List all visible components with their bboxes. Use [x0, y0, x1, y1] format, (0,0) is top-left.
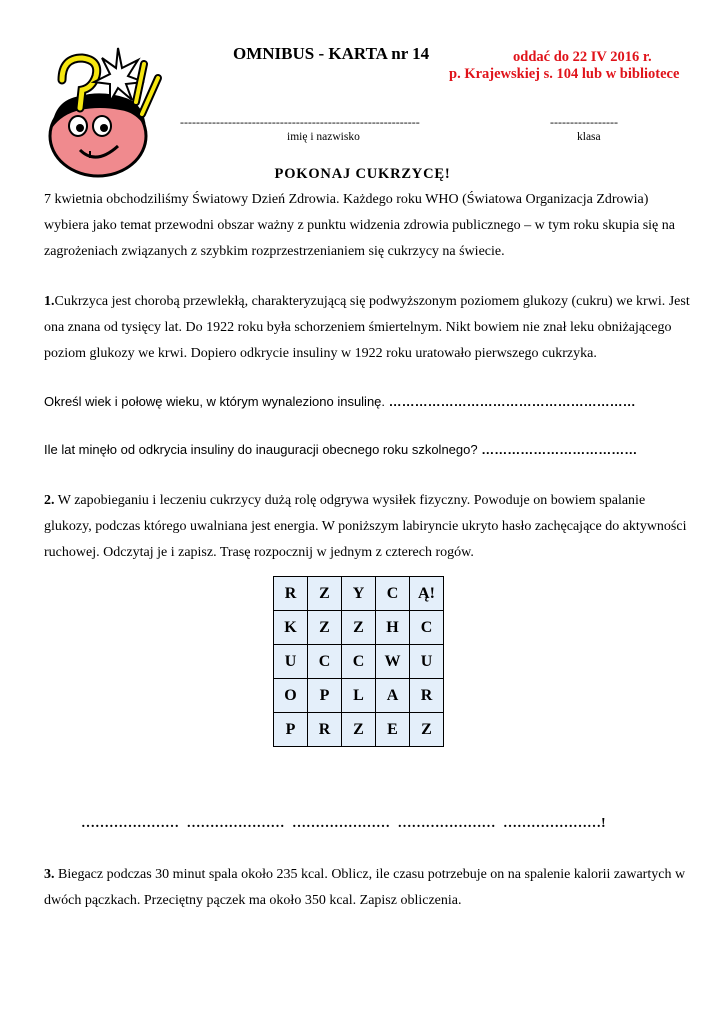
class-field-line[interactable]: -----------------	[550, 115, 618, 129]
class-field-label: klasa	[577, 131, 601, 143]
maze-cell[interactable]: Z	[342, 713, 376, 747]
task-3-text: Biegacz podczas 30 minut spala około 235 kcal. Oblicz, ile czasu potrzebuje on na spalenie kalorii zawartych w dwóch pączkach. Przeciętny pączek ma około 350 kcal. Zapisz obliczenia.	[44, 867, 686, 908]
maze-row	[274, 577, 444, 611]
maze-cell[interactable]: Y	[342, 577, 376, 611]
task-3-number: 3.	[44, 867, 55, 882]
answer-1-blank[interactable]: …………………………………………………	[388, 394, 636, 409]
answer-2-blank[interactable]: ………………………………	[481, 442, 638, 457]
maze-cell[interactable]: O	[274, 679, 308, 713]
maze-cell[interactable]: Z	[308, 611, 342, 645]
maze-cell[interactable]: K	[274, 611, 308, 645]
maze-row	[274, 645, 444, 679]
worksheet-heading: POKONAJ CUKRZYCĘ!	[274, 166, 451, 182]
task-1-number: 1.	[44, 294, 55, 309]
maze-cell[interactable]: A	[376, 679, 410, 713]
maze-answer-blanks[interactable]: ………………… ………………… ………………… ………………… …………………!	[81, 816, 606, 831]
task-1-question-2	[44, 439, 692, 461]
maze-cell[interactable]: Z	[410, 713, 444, 747]
intro-paragraph: 7 kwietnia obchodziliśmy Światowy Dzień Zdrowia. Każdego roku WHO (Światowa Organizacja Zdrowia) wybiera jako temat przewodni obszar ważny z punktu widzenia zdrowia publicznego – w tym roku skupia się na zagrożeniach związanych z szybkim rozprzestrzenianiem się cukrzycy na świecie.	[44, 192, 675, 259]
maze-row	[274, 713, 444, 747]
task-1	[44, 289, 692, 367]
task-1-text: Cukrzyca jest chorobą przewlekłą, charakteryzującą się podwyższonym poziomem glukozy (cukru) we krwi. Jest ona znana od tysięcy lat. Do 1922 roku była schorzeniem śmiertelnym. Nikt bowiem nie znał leku obniżającego poziom glukozy we krwi. Dopiero odkrycie insuliny w 1922 roku uratowało pierwszego cukrzyka.	[44, 294, 690, 361]
maze-cell[interactable]: U	[410, 645, 444, 679]
maze-row	[274, 679, 444, 713]
maze-cell[interactable]: R	[308, 713, 342, 747]
maze-cell[interactable]: C	[376, 577, 410, 611]
maze-cell[interactable]: C	[308, 645, 342, 679]
submission-location: p. Krajewskiej s. 104 lub w bibliotece	[449, 66, 680, 82]
maze-cell[interactable]: R	[410, 679, 444, 713]
maze-cell[interactable]: P	[274, 713, 308, 747]
task-2	[44, 488, 692, 566]
letter-maze	[273, 576, 444, 747]
maze-cell[interactable]: C	[410, 611, 444, 645]
question-2-text: Ile lat minęło od odkrycia insuliny do inauguracji obecnego roku szkolnego?	[44, 442, 478, 457]
maze-cell[interactable]: Z	[342, 611, 376, 645]
maze-cell[interactable]: E	[376, 713, 410, 747]
task-2-text: W zapobieganiu i leczeniu cukrzycy dużą rolę odgrywa wysiłek fizyczny. Powoduje on bowiem spalanie glukozy, podczas którego uwalniana jest energia. W poniższym labiryncie ukryto hasło zachęcające do aktywności ruchowej. Odczytaj je i zapisz. Trasę rozpocznij w jednym z czterech rogów.	[44, 493, 687, 560]
maze-cell[interactable]: R	[274, 577, 308, 611]
maze-cell[interactable]: U	[274, 645, 308, 679]
task-3	[44, 862, 692, 914]
maze-row	[274, 611, 444, 645]
omnibus-logo	[40, 38, 170, 178]
due-date: oddać do 22 IV 2016 r.	[513, 49, 652, 65]
name-field-label: imię i nazwisko	[287, 131, 360, 143]
worksheet-title: OMNIBUS - KARTA nr 14	[233, 44, 430, 63]
question-1-text: Określ wiek i połowę wieku, w którym wynaleziono insulinę.	[44, 394, 386, 409]
task-1-question-1	[44, 391, 692, 413]
maze-cell[interactable]: Z	[308, 577, 342, 611]
maze-cell[interactable]: Ą!	[410, 577, 444, 611]
name-field-line[interactable]: ------------------------------------------------------------	[180, 115, 420, 129]
task-2-number: 2.	[44, 493, 55, 508]
maze-cell[interactable]: C	[342, 645, 376, 679]
maze-cell[interactable]: H	[376, 611, 410, 645]
maze-cell[interactable]: W	[376, 645, 410, 679]
maze-cell[interactable]: P	[308, 679, 342, 713]
maze-cell[interactable]: L	[342, 679, 376, 713]
